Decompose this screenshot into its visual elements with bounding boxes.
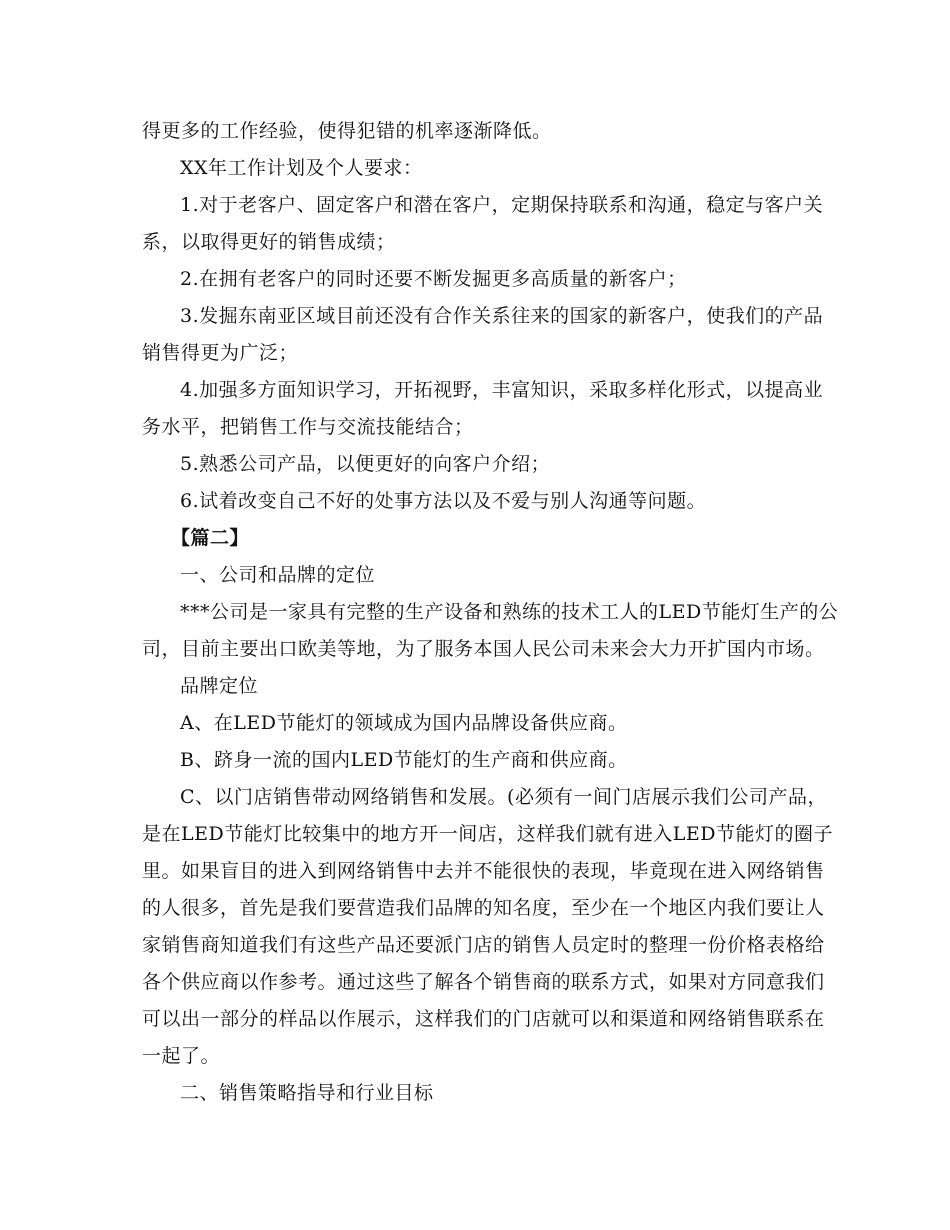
brand-item-c-line-4: 的人很多，首先是我们要营造我们品牌的知名度，至少在一个地区内我们要让人 [142, 897, 825, 919]
brand-item-c-line-5: 家销售商知道我们有这些产品还要派门店的销售人员定时的整理一份价格表格给 [142, 934, 825, 956]
plan-item-3: 3.发掘东南亚区域目前还没有合作关系往来的国家的新客户，使我们的产品 [180, 305, 824, 327]
plan-item-5: 5.熟悉公司产品，以便更好的向客户介绍； [180, 453, 551, 475]
brand-item-c: C、以门店销售带动网络销售和发展。(必须有一间门店展示我们公司产品， [180, 786, 827, 808]
brand-item-b: B、跻身一流的国内LED节能灯的生产商和供应商。 [180, 749, 628, 771]
brand-positioning-label: 品牌定位 [180, 675, 259, 697]
brand-item-c-line-3: 里。如果盲目的进入到网络销售中去并不能很快的表现，毕竟现在进入网络销售 [142, 860, 825, 882]
brand-item-a: A、在LED节能灯的领域成为国内品牌设备供应商。 [180, 712, 628, 734]
brand-item-c-line-7: 可以出一部分的样品以作展示，这样我们的门店就可以和渠道和网络销售联系在 [142, 1008, 825, 1030]
plan-heading: XX年工作计划及个人要求： [180, 157, 423, 179]
subheading-positioning: 一、公司和品牌的定位 [180, 564, 376, 586]
plan-item-3-cont: 销售得更为广泛； [142, 342, 299, 364]
brand-item-c-line-6: 各个供应商以作参考。通过这些了解各个销售商的联系方式，如果对方同意我们 [142, 971, 825, 993]
document-body [142, 113, 839, 1112]
plan-item-4-cont: 务水平，把销售工作与交流技能结合； [142, 416, 474, 438]
plan-item-6: 6.试着改变自己不好的处事方法以及不爱与别人沟通等问题。 [180, 490, 707, 512]
plan-item-2: 2.在拥有老客户的同时还要不断发掘更多高质量的新客户； [180, 268, 687, 290]
plan-item-4: 4.加强多方面知识学习，开拓视野，丰富知识，采取多样化形式，以提高业 [180, 379, 824, 401]
subheading-strategy: 二、销售策略指导和行业目标 [180, 1082, 434, 1104]
brand-item-c-line-2: 是在LED节能灯比较集中的地方开一间店，这样我们就有进入LED节能灯的圈子 [142, 823, 833, 845]
plan-item-1-cont: 系，以取得更好的销售成绩； [142, 231, 396, 253]
company-intro-2: 司，目前主要出口欧美等地，为了服务本国人民公司未来会大力开扩国内市场。 [142, 638, 825, 660]
company-intro-1: ***公司是一家具有完整的生产设备和熟练的技术工人的LED节能灯生产的公 [180, 601, 839, 623]
plan-item-1: 1.对于老客户、固定客户和潜在客户，定期保持联系和沟通，稳定与客户关 [180, 194, 824, 216]
brand-item-c-line-8: 一起了。 [142, 1045, 221, 1067]
section-title: 【篇二】 [171, 527, 250, 549]
line-1: 得更多的工作经验，使得犯错的机率逐渐降低。 [142, 120, 552, 142]
